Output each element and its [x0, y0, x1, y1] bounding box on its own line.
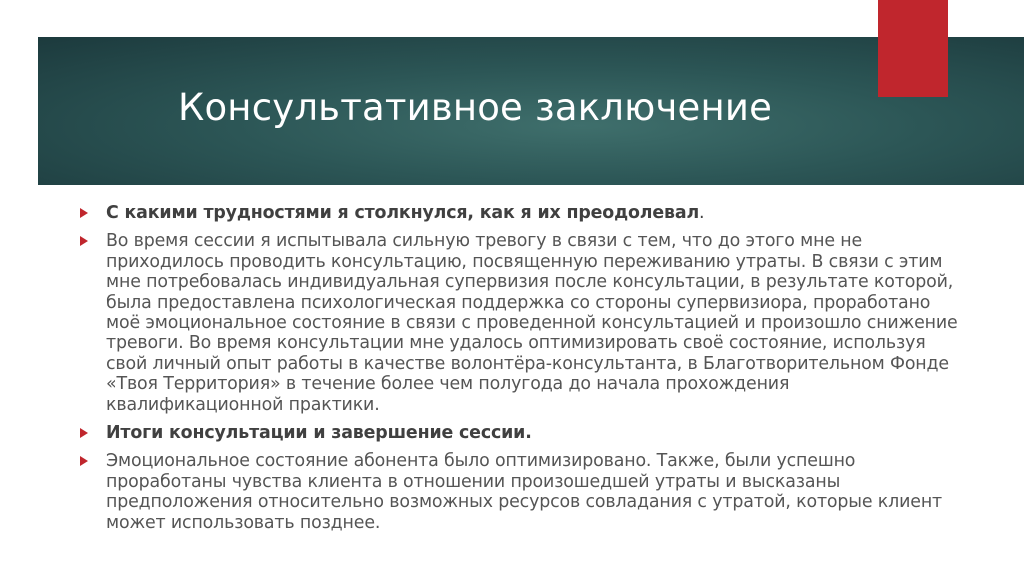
bullet-text: Во время сессии я испытывала сильную тревогу в связи с тем, что до этого мне не приходилось проводить консультацию, посвященную переживанию утраты. В связи с этим мне потребовалась индивидуальная супервизия после консультации, в результате которой, была предоставлена психологическая поддержка со стороны супервизиора, проработано моё эмоциональное состояние в связи с проведенной консультацией и произошло снижение тревоги. Во время консультации мне удалось оптимизировать своё состояние, используя свой личный опыт работы в качестве волонтёра-консультанта, в Благотворительном Фонде «Твоя Территория» в течение более чем полугода до начала прохождения квалификационной практики.: [106, 231, 958, 415]
slide-title: Консультативное заключение: [178, 86, 773, 129]
triangle-bullet-icon: [80, 236, 88, 246]
bullet-text: Итоги консультации и завершение сессии.: [106, 423, 532, 444]
bullet-paragraph-session: [80, 231, 960, 415]
bullet-text-tail: .: [699, 203, 705, 223]
slide-content: [80, 203, 960, 541]
bullet-text: С какими трудностями я столкнулся, как я их преодолевал: [106, 203, 700, 223]
bullet-paragraph-results: [80, 451, 960, 533]
bullet-heading-difficulties: [80, 203, 960, 223]
triangle-bullet-icon: [80, 428, 88, 438]
accent-tab: [878, 0, 948, 97]
bullet-text: Эмоциональное состояние абонента было оптимизировано. Также, были успешно проработаны чувства клиента в отношении произошедшей утраты и высказаны предположения относительно возможных ресурсов совладания с утратой, которые клиент может использовать позднее.: [106, 451, 943, 533]
triangle-bullet-icon: [80, 208, 88, 218]
bullet-heading-results: [80, 423, 960, 443]
triangle-bullet-icon: [80, 456, 88, 466]
